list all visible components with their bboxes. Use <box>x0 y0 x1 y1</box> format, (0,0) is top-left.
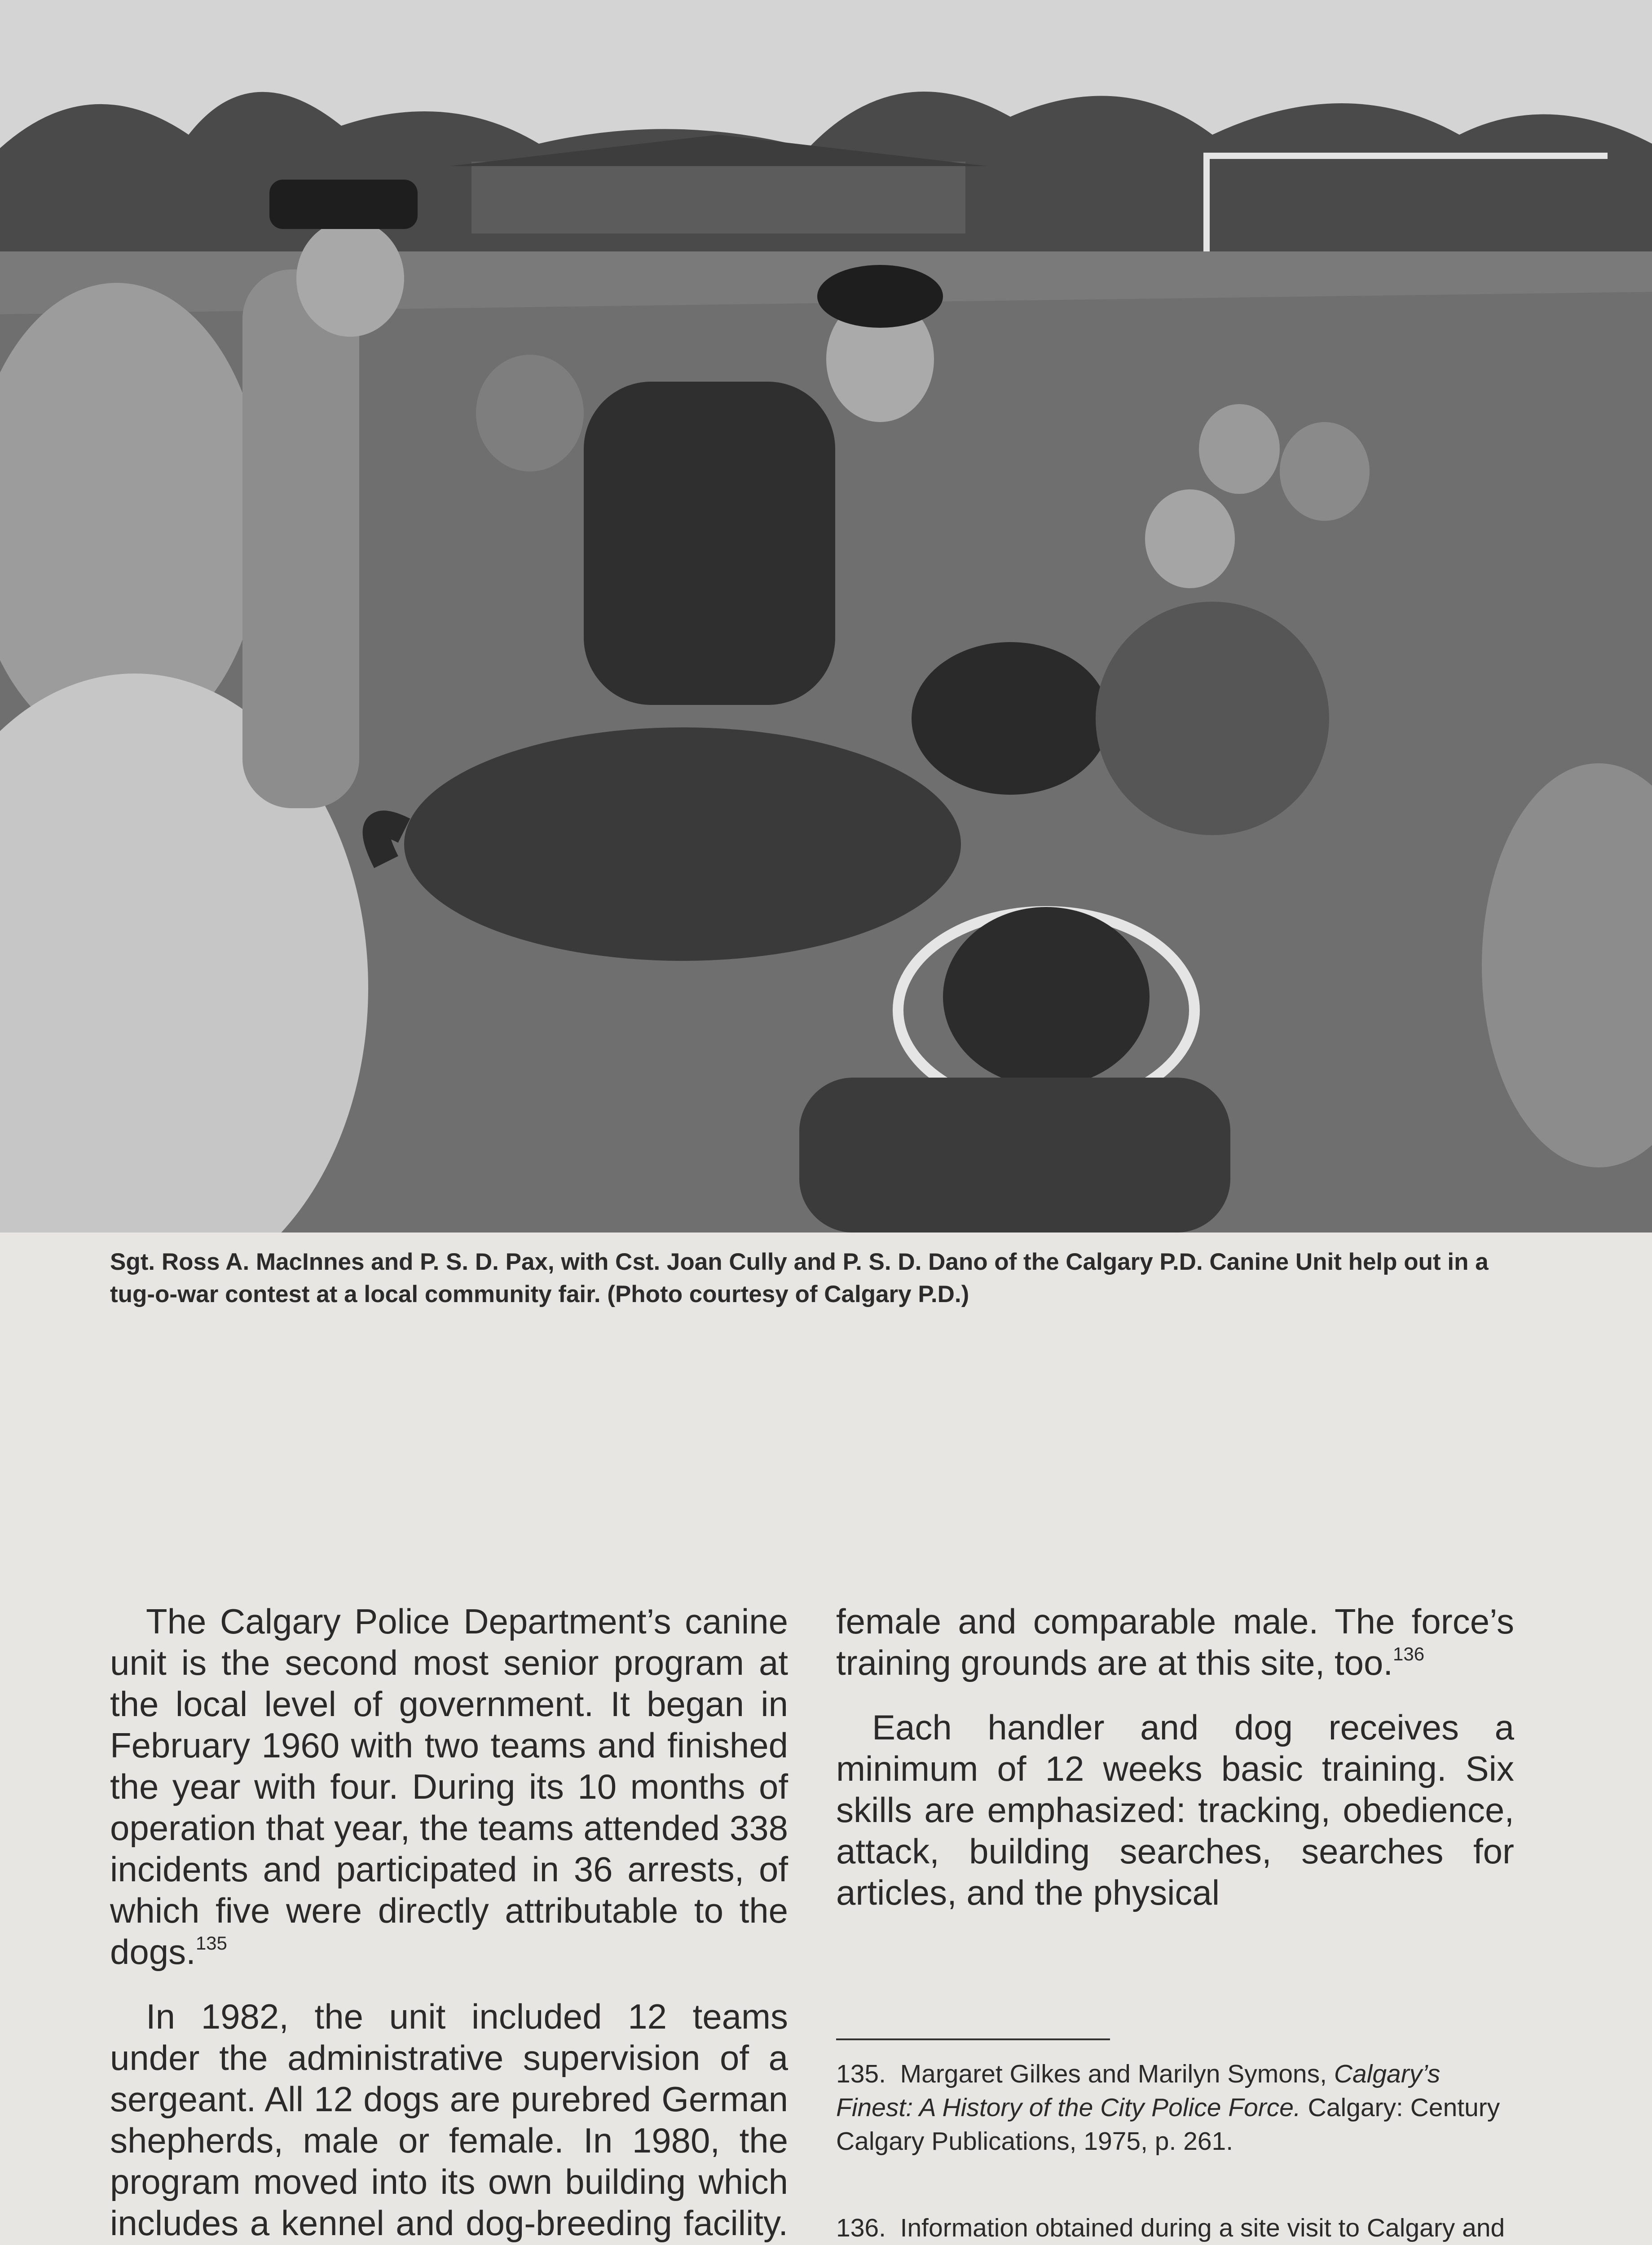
left-paragraph-1-text: The Calgary Police Department’s canine unit is the second most senior program at the local level of government. It began in February 1960 with two teams and finished the year with four. During its 10 months of operation that year, the teams attended 338 incidents and participated in 36 arrests, of which five were directly attributable to the dogs. <box>110 1602 788 1972</box>
footnote-136-text: Information obtained during a site visit to Calgary and <box>900 2214 1505 2242</box>
footnote-ref-136: 136 <box>1393 1643 1425 1664</box>
footnote-136-number: 136. <box>836 2214 886 2242</box>
left-paragraph-2-text: In 1982, the unit included 12 teams under the administrative supervision of a sergeant. All 12 dogs are purebred German shepherds, male or female. In 1980, the program moved into its own building which includes a kennel and dog-breeding facility. <box>110 1997 788 2243</box>
right-paragraph-1-text: female and comparable male. The force’s training grounds are at this site, too. <box>836 1602 1514 1682</box>
photo-caption: Sgt. Ross A. MacInnes and P. S. D. Pax, with Cst. Joan Cully and P. S. D. Dano of the Calgary P.D. Canine Unit help out in a tug-o-war contest at a local community fair. (Photo courtesy of Calgary P.D.) <box>110 1249 1489 1307</box>
footnotes <box>836 2057 1519 2245</box>
footnote-135 <box>836 2057 1519 2158</box>
left-column <box>110 1601 788 2245</box>
footnote-135-publisher: Calgary: Century Calgary Publications, 1975, p. 261. <box>836 2093 1500 2156</box>
right-paragraph-2 <box>836 1707 1514 1913</box>
footnote-135-number: 135. <box>836 2060 886 2088</box>
right-column <box>836 1601 1514 1913</box>
footnote-136 <box>836 2211 1519 2245</box>
footnote-divider <box>836 2038 1110 2040</box>
right-paragraph-2-text: Each handler and dog receives a minimum of 12 weeks basic training. Six skills are emphasized: tracking, obedience, attack, building searches, searches for articles, and the physical <box>836 1708 1514 1912</box>
footnote-135-authors: Margaret Gilkes and Marilyn Symons, <box>900 2060 1327 2088</box>
left-paragraph-2 <box>110 1996 788 2245</box>
footnote-135-title: Calgary’s Finest: A History of the City Police Force. <box>836 2060 1441 2122</box>
left-paragraph-1 <box>110 1601 788 1972</box>
footnote-ref-135: 135 <box>195 1932 227 1954</box>
right-paragraph-1 <box>836 1601 1514 1683</box>
